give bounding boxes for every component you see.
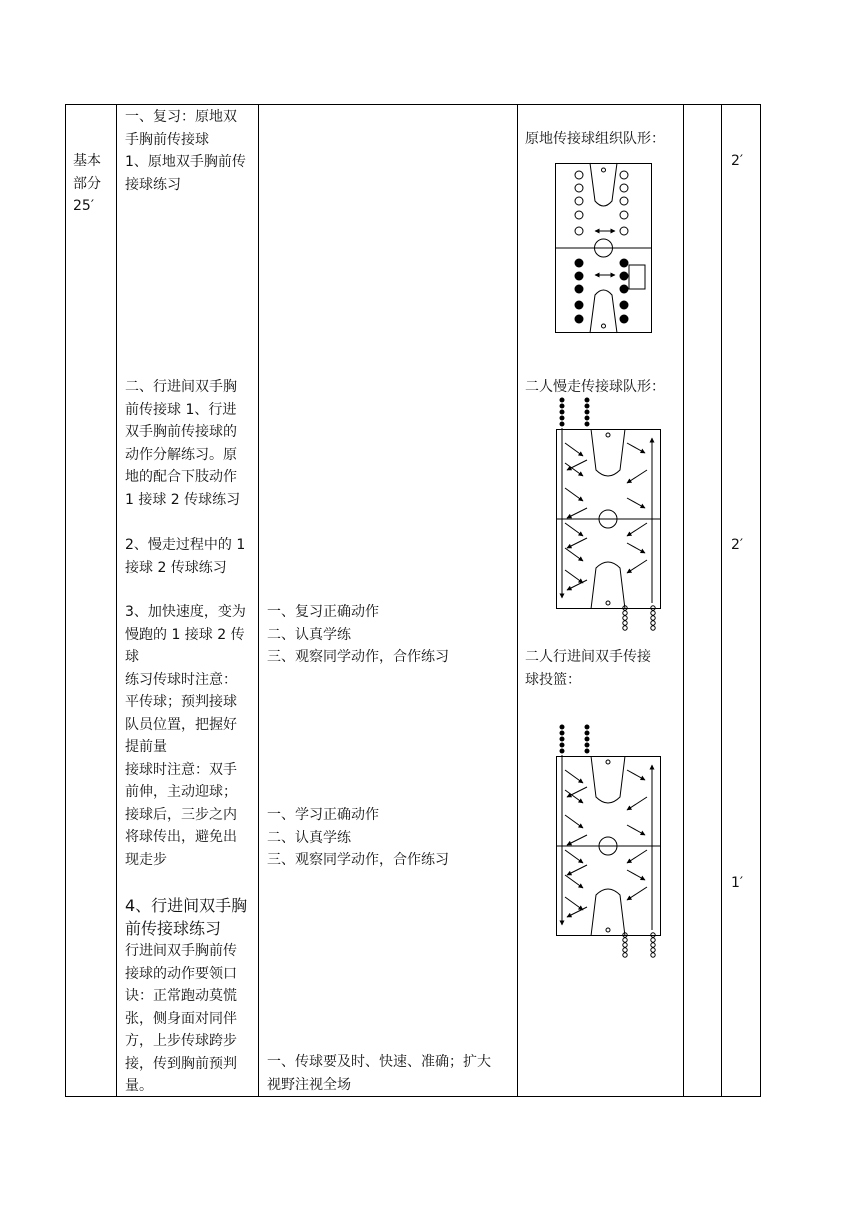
time-2: 2′ bbox=[731, 537, 744, 553]
formation-1-label: 原地传接球组织队形： bbox=[525, 131, 665, 147]
student-group-3: 一、传球要及时、快速、准确；扩大 视野注视全场 bbox=[267, 1054, 491, 1093]
col-divider-3 bbox=[258, 104, 259, 1097]
col-divider-7 bbox=[760, 104, 761, 1097]
formation-3-label: 二人行进间双手传接 球投篮： bbox=[525, 649, 651, 688]
court-diagram-slow-walk bbox=[555, 398, 665, 633]
item4-heading: 4、行进间双手胸 前传接球练习 bbox=[125, 896, 248, 938]
formation-2-label: 二人慢走传接球队形： bbox=[525, 379, 665, 395]
col-divider-6 bbox=[721, 104, 722, 1097]
review-block: 一、复习：原地双 手胸前传接球 1、原地双手胸前传 接球练习 bbox=[125, 109, 246, 193]
table-top-border bbox=[65, 104, 761, 105]
col-divider-5 bbox=[683, 104, 684, 1097]
student-group-1: 一、复习正确动作 二、认真学练 三、观察同学动作，合作练习 bbox=[267, 604, 449, 665]
section-label: 基本 部分 25′ bbox=[73, 153, 101, 214]
col-divider-2 bbox=[116, 104, 117, 1097]
item4-body: 行进间双手胸前传 接球的动作要领口 诀：正常跑动莫慌 张，侧身面对同伴 方，上步传球跨步 接，传到胸前预判 量。 bbox=[125, 943, 237, 1094]
slow-walk-block: 2、慢走过程中的 1 接球 2 传球练习 bbox=[125, 537, 246, 576]
col-divider-1 bbox=[65, 104, 66, 1097]
moving-pass-block: 二、行进间双手胸 前传接球 1、行进 双手胸前传接球的 动作分解练习。原 地的配合下肢动作 1 接球 2 传球练习 bbox=[125, 379, 241, 508]
court-diagram-stationary bbox=[555, 163, 652, 333]
student-group-2: 一、学习正确动作 二、认真学练 三、观察同学动作，合作练习 bbox=[267, 807, 449, 868]
time-3: 1′ bbox=[731, 875, 744, 891]
court-diagram-pass-and-shoot bbox=[555, 725, 665, 960]
speed-up-block: 3、加快速度，变为 慢跑的 1 接球 2 传 球 练习传球时注意： 平传球；预判接球 队员位置，把握好 提前量 接球时注意：双手 前伸，主动迎球； 接球后，三步之内 将球传出，避免出 现走步 bbox=[125, 604, 246, 868]
col-divider-4 bbox=[517, 104, 518, 1097]
time-1: 2′ bbox=[731, 153, 744, 169]
